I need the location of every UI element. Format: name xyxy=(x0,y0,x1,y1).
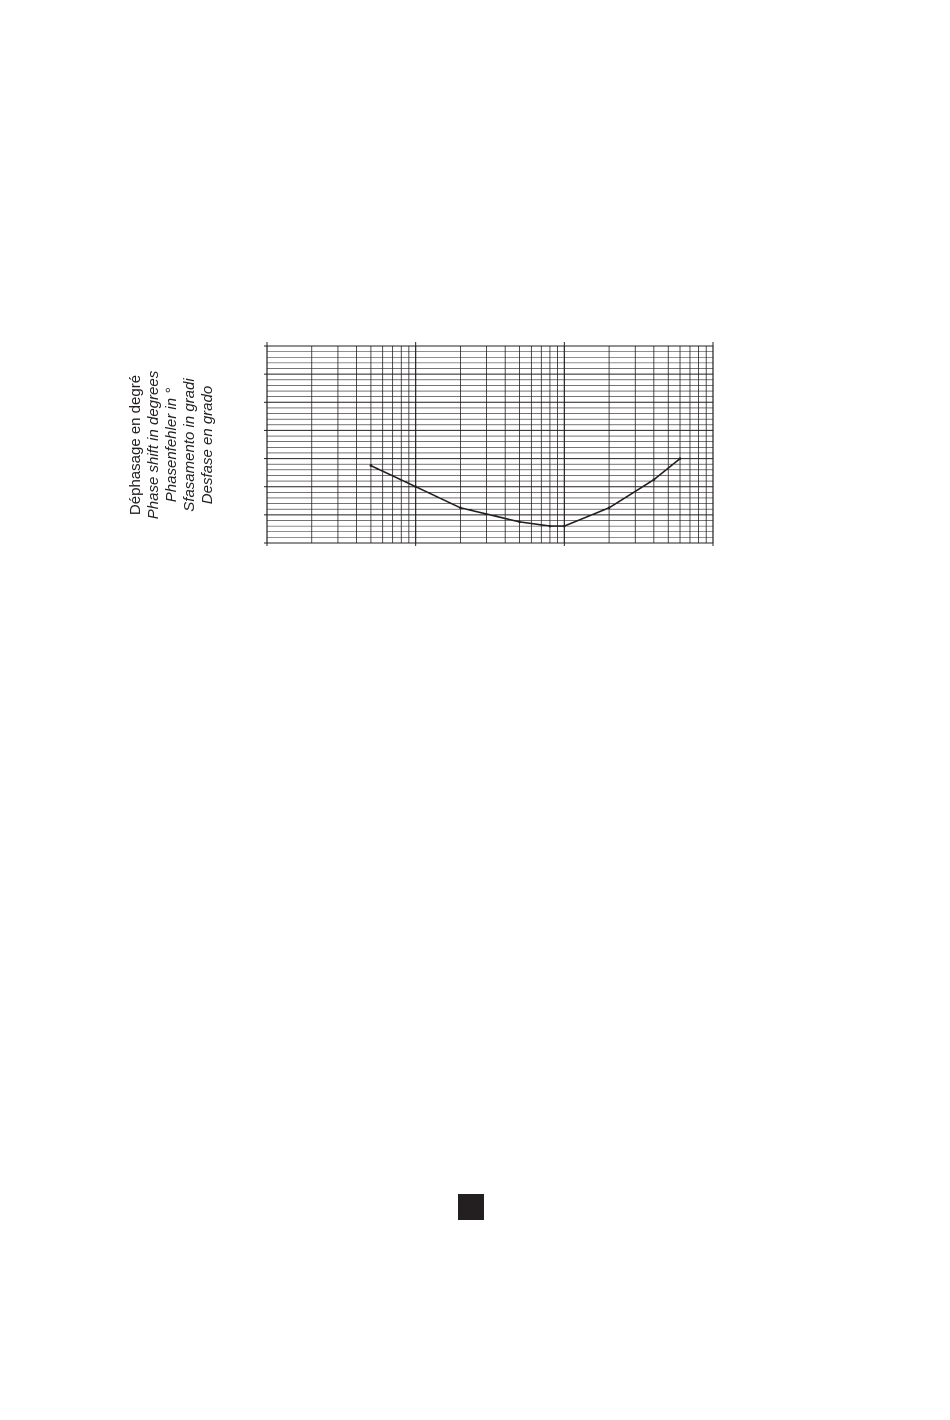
series-point xyxy=(518,521,521,524)
series-point xyxy=(679,457,682,460)
y-axis-label-it: Sfasamento in gradi xyxy=(181,378,198,512)
y-axis-label-de: Phasenfehler in ° xyxy=(163,387,180,503)
page-marker-square xyxy=(458,1194,484,1220)
series-point xyxy=(459,507,462,510)
axis-ticks xyxy=(264,342,713,546)
series-point xyxy=(608,507,611,510)
series-point xyxy=(563,525,566,528)
y-axis-label-en: Phase shift in degrees xyxy=(145,370,162,520)
vertical-gridlines xyxy=(267,346,713,543)
y-axis-label-fr: Déphasage en degré xyxy=(127,374,144,516)
series-point xyxy=(414,485,417,488)
horizontal-gridlines xyxy=(267,346,713,543)
series-point xyxy=(549,525,552,528)
series-point xyxy=(653,478,656,481)
series-point xyxy=(370,464,373,467)
y-axis-label-es: Desfase en grado xyxy=(199,385,216,505)
